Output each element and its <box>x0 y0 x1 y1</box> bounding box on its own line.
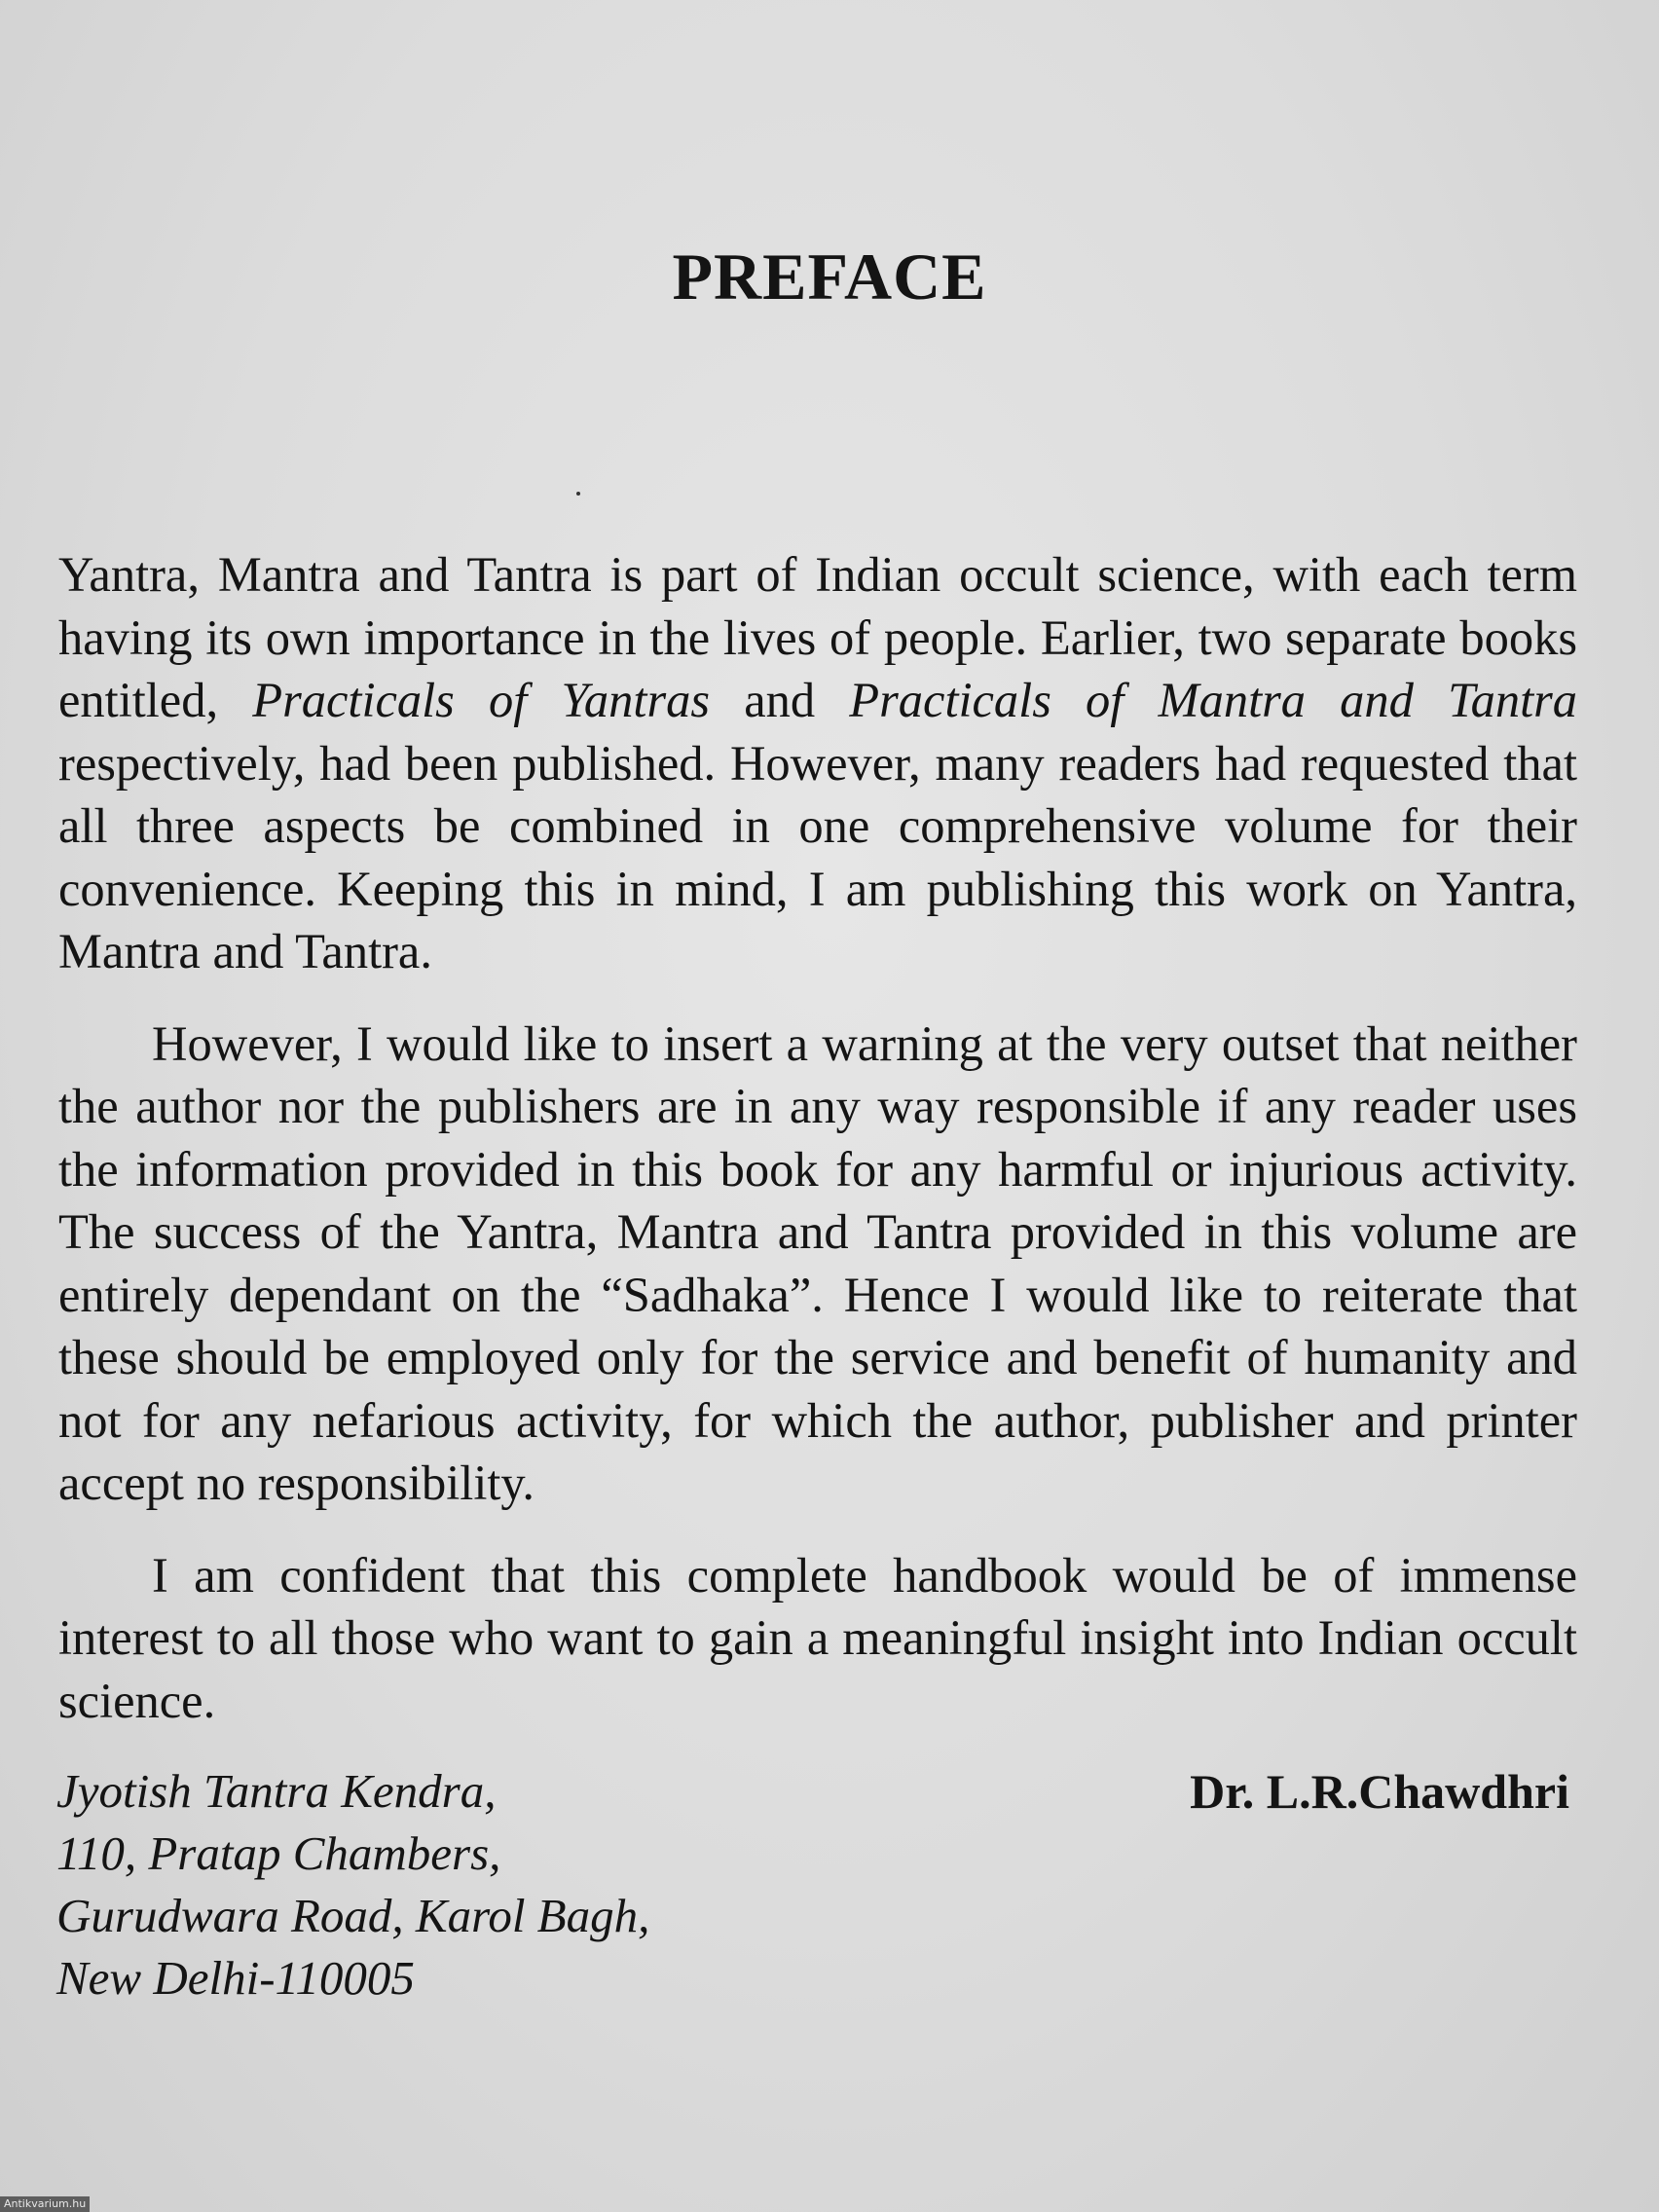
publisher-address <box>56 1760 649 2009</box>
paragraph-1-text-a: Yantra, Mantra and Tantra is part of Indian occult science, with each term having its own importance in the lives of people. Earlier, two separate books entitled, <box>58 547 1577 727</box>
paragraph-1-text-b: and <box>710 673 850 727</box>
author-signature: Dr. L.R.Chawdhri <box>1190 1764 1569 1819</box>
paragraph-2: However, I would like to insert a warning at the very outset that neither the author nor the publishers are in any way responsible if any reader uses the information provided in this book for any harmful or injurious activity. The success of the Yantra, Mantra and Tantra provided in this volume are entirely dependant on the “Sadhaka”. Hence I would like to reiterate that these should be employed only for the service and benefit of humanity and not for any nefarious activity, for which the author, publisher and printer accept no responsibility. <box>58 1015 1577 1510</box>
paragraph-1 <box>58 543 1577 983</box>
preface-body <box>58 543 1577 1761</box>
paragraph-3: I am confident that this complete handbook would be of immense interest to all those who want to gain a meaningful insight into Indian occult science. <box>58 1547 1577 1728</box>
site-watermark: Antikvarium.hu <box>0 2196 90 2212</box>
address-line-2: 110, Pratap Chambers, <box>56 1826 501 1880</box>
address-line-4: New Delhi-110005 <box>56 1951 415 2005</box>
book-title-yantras: Practicals of Yantras <box>252 673 711 727</box>
paragraph-1-text-c: respectively, had been published. However, many readers had requested that all three aspects be combined in one comprehensive volume for their convenience. Keeping this in mind, I am publishing this work on Yantra, Mantra and Tantra. <box>58 735 1577 978</box>
page-title: PREFACE <box>672 240 987 313</box>
address-line-1: Jyotish Tantra Kendra, <box>56 1764 497 1818</box>
print-speck <box>576 492 580 496</box>
address-line-3: Gurudwara Road, Karol Bagh, <box>56 1889 650 1942</box>
book-title-mantra-tantra: Practicals of Mantra and Tantra <box>849 673 1577 727</box>
